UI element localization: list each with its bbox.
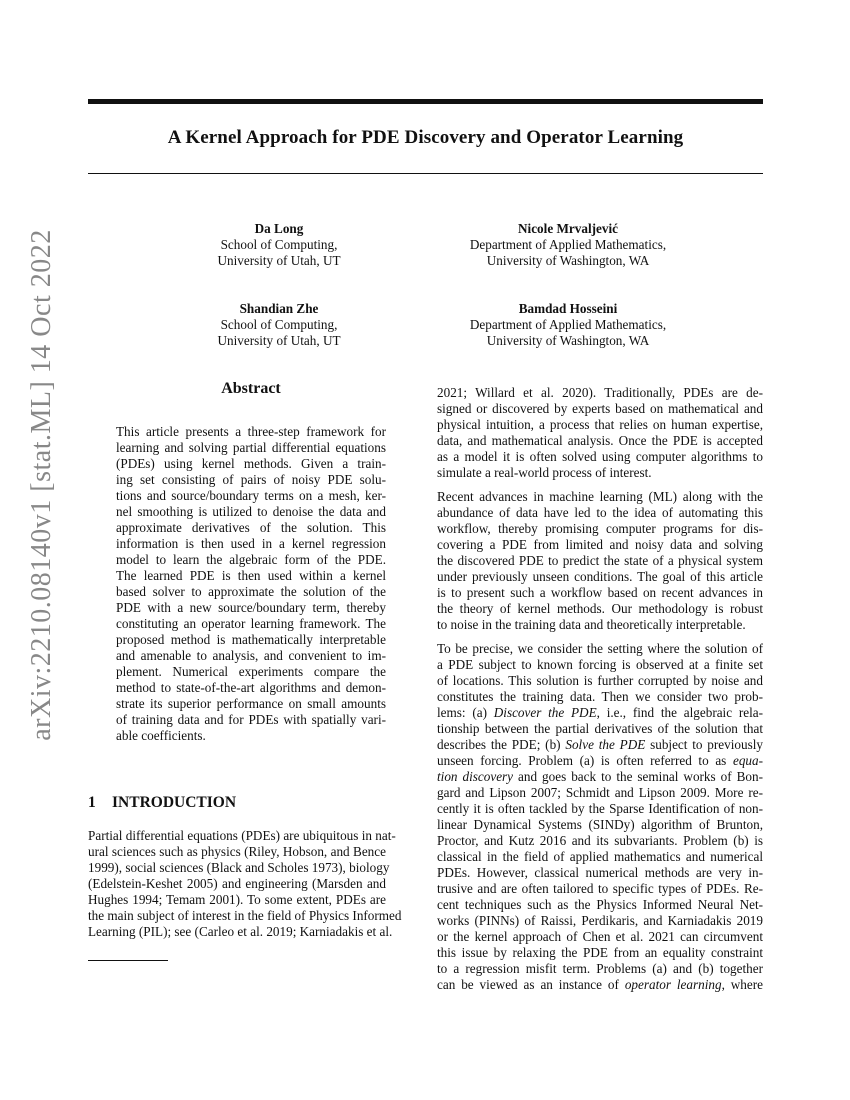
text-line: 1999), social sciences (Black and Scholes 1973), biology	[88, 860, 390, 875]
text-line: simulate a real-world process of interest.	[437, 465, 652, 480]
text-line: to noise in the training data and theoretically interpretable.	[437, 617, 746, 632]
text-line: Partial differential equations (PDEs) are ubiquitous in nat-	[88, 828, 396, 843]
text-line: the discovered PDE to predict the state of a physical system	[437, 553, 763, 568]
right-column	[437, 385, 763, 1001]
text-run: PDEs. However, classical numerical methods are very in-	[437, 865, 763, 880]
text-run: of locations. This solution is further corrupted by noise and	[437, 673, 763, 688]
text-line: abundance of data have led to the idea of automating this	[437, 505, 763, 520]
text-line	[437, 865, 763, 881]
text-line: approximate derivatives of the solution. This	[116, 520, 386, 535]
text-line: tions and source/boundary terms on a mesh, ker-	[116, 488, 386, 503]
text-line: based solver to approximate the solution of the	[116, 584, 386, 599]
emphasis: tion discovery	[437, 769, 514, 784]
abstract-body	[116, 424, 386, 744]
text-line: strate its superior performance on small amounts	[116, 696, 386, 711]
text-line: physical intuition, a process that relies on human expertise,	[437, 417, 763, 432]
text-run: trusive and are often tailored to specific types of PDEs. Re-	[437, 881, 763, 896]
text-line	[437, 785, 763, 801]
text-line: Recent advances in machine learning (ML) along with the	[437, 489, 763, 504]
text-line	[437, 801, 763, 817]
text-line: is to present such a workflow based on recent advances in	[437, 585, 763, 600]
footnote-rule	[88, 960, 168, 961]
text-line: information is then used in a kernel regression	[116, 536, 386, 551]
emphasis: equa-	[732, 753, 763, 768]
author-name: Nicole Mrvaljević	[518, 221, 618, 236]
text-line	[437, 977, 763, 993]
author-name: Shandian Zhe	[239, 301, 319, 316]
author-name: Bamdad Hosseini	[518, 301, 618, 316]
author-affiliation: University of Utah, UT	[217, 333, 341, 348]
text-line	[437, 961, 763, 977]
text-line	[437, 657, 763, 673]
text-run: , i.e., find the algebraic rela-	[596, 705, 763, 720]
text-line: of training data and for PDEs with spatially vari-	[116, 712, 386, 727]
text-line: and amenable to analysis, and convenient to im-	[116, 648, 386, 663]
paper-title: A Kernel Approach for PDE Discovery and Operator Learning	[167, 127, 684, 148]
text-line: method to state-of-the-art algorithms and demon-	[116, 680, 386, 695]
author-affiliation: School of Computing,	[220, 317, 338, 332]
text-line	[437, 897, 763, 913]
author-affiliation: University of Utah, UT	[217, 253, 341, 268]
text-line	[437, 833, 763, 849]
author-affiliation: Department of Applied Mathematics,	[469, 317, 667, 332]
abstract-heading: Abstract	[221, 380, 281, 397]
author-block	[144, 301, 414, 349]
text-run: a PDE subject to known forcing is observed at a finite set	[437, 657, 763, 672]
text-line	[437, 913, 763, 929]
text-line: proposed method is mathematically interpretable	[116, 632, 386, 647]
text-line	[437, 689, 763, 705]
arxiv-identifier[interactable]: arXiv:2210.08140v1 [stat.ML] 14 Oct 2022	[26, 229, 57, 741]
text-run: gard and Lipson 2007; Schmidt and Lipson 2009. More re-	[437, 785, 763, 800]
text-line	[437, 817, 763, 833]
text-run: and goes back to the seminal works of Bon-	[513, 769, 763, 784]
text-line: (Edelstein-Keshet 2005) and engineering (Marsden and	[88, 876, 386, 891]
text-run: , where	[721, 977, 763, 992]
text-line: the main subject of interest in the field of Physics Informed	[88, 908, 402, 923]
paragraph	[437, 489, 763, 633]
text-line: This article presents a three-step framework for	[116, 424, 386, 439]
text-run: linear Dynamical Systems (SINDy) algorithm of Brunton,	[437, 817, 763, 832]
text-run: works (PINNs) of Raissi, Perdikaris, and Karniadakis 2019	[437, 913, 763, 928]
text-line: plement. Numerical experiments compare the	[116, 664, 386, 679]
author-affiliation: Department of Applied Mathematics,	[469, 237, 667, 252]
text-line	[437, 753, 763, 769]
text-line: workflow, thereby promising computer programs for dis-	[437, 521, 763, 536]
text-line: signed or discovered by experts based on mathematical and	[437, 401, 763, 416]
author-affiliation: University of Washington, WA	[486, 333, 650, 348]
author-name: Da Long	[254, 221, 304, 236]
text-run: To be precise, we consider the setting where the solution of	[437, 641, 763, 656]
text-run: classical in the field of applied mathematics and numerical	[437, 849, 763, 864]
text-line: covering a PDE from limited and noisy data and solving	[437, 537, 763, 552]
text-line: 2021; Willard et al. 2020). Traditionally, PDEs are de-	[437, 385, 763, 400]
text-run: cent techniques such as the Physics Informed Neural Net-	[437, 897, 763, 912]
text-line: Learning (PIL); see (Carleo et al. 2019; Karniadakis et al.	[88, 924, 393, 939]
text-run: to a regression misfit term. Problems (a) and (b) together	[437, 961, 763, 976]
section-title: INTRODUCTION	[112, 794, 237, 811]
author-block	[433, 301, 703, 349]
text-line: the theory of kernel methods. Our methodology is robust	[437, 601, 763, 616]
text-run: Proctor, and Kutz 2016 and its subvariants. Problem (b) is	[437, 833, 763, 848]
text-line: data, and mathematical analysis. Once the PDE is accepted	[437, 433, 763, 448]
author-block	[144, 221, 414, 269]
text-line	[437, 945, 763, 961]
text-run: this issue by relaxing the PDE from an equality constraint	[437, 945, 763, 960]
text-line	[437, 721, 763, 737]
text-run: tionship between the partial derivatives of the solution that	[437, 721, 763, 736]
text-line: (PDEs) using kernel methods. Given a train-	[116, 456, 386, 471]
text-line: learning and solving partial differential equations	[116, 440, 386, 455]
section-heading	[88, 794, 236, 812]
text-run: or the kernel approach of Chen et al. 2021 can circumvent	[437, 929, 763, 944]
text-line: as a model it is often solved using computer algorithms to	[437, 449, 763, 464]
text-line	[437, 881, 763, 897]
author-affiliation: University of Washington, WA	[486, 253, 650, 268]
text-line: ural sciences such as physics (Riley, Hobson, and Bence	[88, 844, 386, 859]
text-line	[437, 929, 763, 945]
emphasis: Solve the PDE	[565, 737, 646, 752]
emphasis: Discover the PDE	[493, 705, 597, 720]
intro-paragraph	[88, 828, 402, 940]
emphasis: operator learning	[624, 977, 722, 992]
paragraph	[437, 385, 763, 481]
text-line	[437, 641, 763, 657]
author-affiliation: School of Computing,	[220, 237, 338, 252]
title-top-rule	[88, 99, 763, 104]
text-run: lems: (a)	[437, 705, 494, 720]
section-number: 1	[88, 794, 96, 811]
text-run: can be viewed as an instance of	[437, 977, 625, 992]
text-line	[437, 705, 763, 721]
author-block	[433, 221, 703, 269]
title-bottom-rule	[88, 173, 763, 174]
text-run: subject to previously	[645, 737, 763, 752]
text-run: cently it is often tackled by the Sparse Identification of non-	[437, 801, 763, 816]
text-line: Hughes 1994; Temam 2001). To some extent, PDEs are	[88, 892, 386, 907]
text-line: PDE with a new source/boundary term, thereby	[116, 600, 386, 615]
text-line: ing set consisting of pairs of noisy PDE solu-	[116, 472, 386, 487]
text-line: under previously unseen conditions. The goal of this article	[437, 569, 763, 584]
text-run: unseen forcing. Problem (a) is often referred to as	[437, 753, 733, 768]
text-line: nel smoothing is utilized to denoise the data and	[116, 504, 386, 519]
text-line	[437, 673, 763, 689]
text-line: able coefficients.	[116, 728, 206, 743]
text-line: model to learn the algebraic form of the PDE.	[116, 552, 386, 567]
text-run: constitutes the training data. Then we consider two prob-	[437, 689, 763, 704]
text-line	[437, 849, 763, 865]
paragraph	[437, 641, 763, 993]
text-line: constituting an operator learning framework. The	[116, 616, 386, 631]
text-line: The learned PDE is then used within a kernel	[116, 568, 386, 583]
text-line	[437, 737, 763, 753]
text-run: describes the PDE; (b)	[437, 737, 566, 752]
text-line	[437, 769, 763, 785]
